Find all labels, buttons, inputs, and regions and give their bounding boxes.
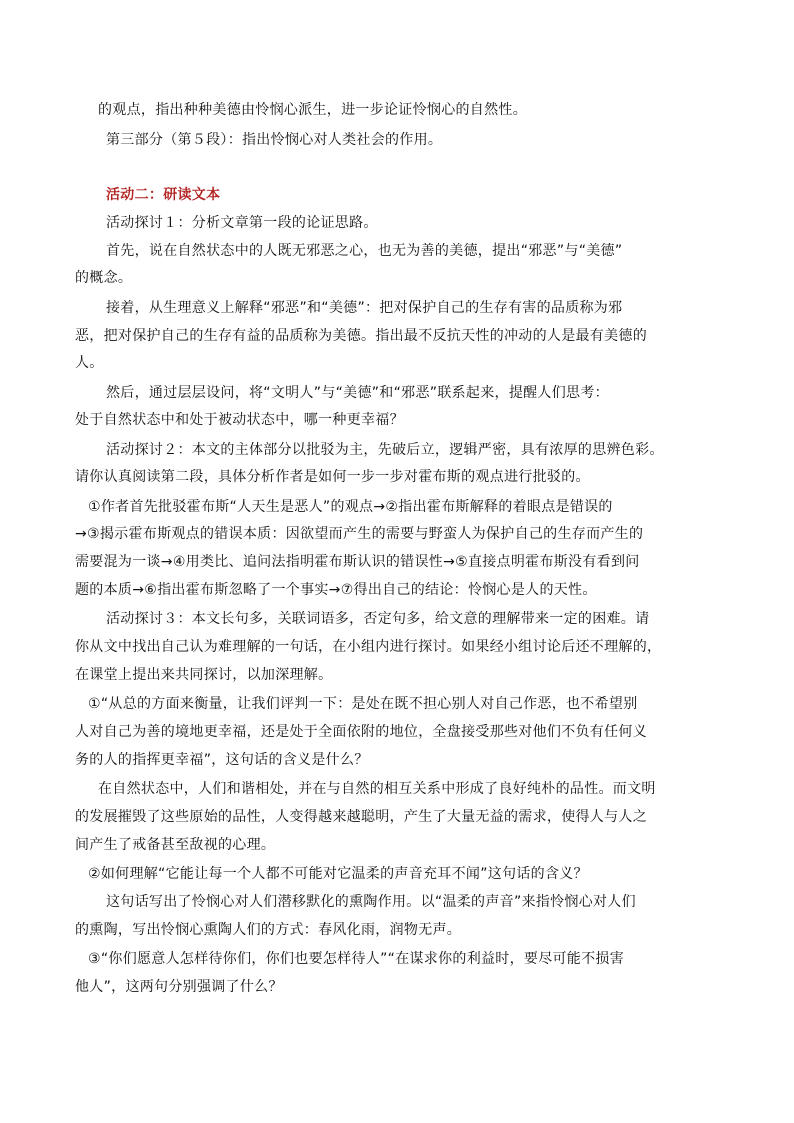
text-line: 这句话写出了怜悯心对人们潜移默化的熏陶作用。以“温柔的声音”来指怜悯心对人们	[106, 894, 636, 910]
text-line: 在自然状态中，人们和谐相处，并在与自然的相互关系中形成了良好纯朴的品性。而文明	[98, 781, 656, 797]
text-line: 你从文中找出自己认为难理解的一句话，在小组内进行探讨。如果经小组讨论后还不理解的，	[75, 639, 662, 655]
text-line: 首先，说在自然状态中的人既无邪恶之心，也无为善的美德，提出“邪恶”与“美德”	[106, 243, 623, 259]
text-line: 需要混为一谈→④用类比、追问法指明霍布斯认识的错误性→⑤直接点明霍布斯没有看到问	[75, 554, 640, 570]
text-line: 题的本质→⑥指出霍布斯忽略了一个事实→⑦得出自己的结论：怜悯心是人的天性。	[75, 582, 597, 598]
section-heading: 活动二：研读文本	[106, 187, 221, 203]
text-line: 他人”，这两句分别强调了什么？	[75, 979, 283, 995]
text-line: 人。	[75, 355, 104, 371]
text-line: 活动探讨２：本文的主体部分以批驳为主，先破后立，逻辑严密，具有浓厚的思辨色彩。	[106, 442, 664, 458]
text-line: 接着，从生理意义上解释“邪恶”和“美德”：把对保护自己的生存有害的品质称为邪	[106, 300, 623, 316]
text-line: 务的人的指挥更幸福”，这句话的含义是什么？	[75, 752, 369, 768]
text-line: 的熏陶，写出怜悯心熏陶人们的方式：春风化雨，润物无声。	[75, 922, 462, 938]
text-line: 处于自然状态中和处于被动状态中，哪一种更幸福？	[75, 412, 404, 428]
text-line: 然后，通过层层设问，将“文明人”与“美德”和“邪恶”联系起来，提醒人们思考：	[106, 385, 609, 401]
text-line: 的概念。	[75, 270, 133, 286]
text-line: ①“从总的方面来衡量，让我们评判一下：是处在既不担心别人对自己作恶，也不希望别	[88, 696, 638, 712]
text-line: 在课堂上提出来共同探讨，以加深理解。	[75, 667, 333, 683]
text-line: 的发展摧毁了这些原始的品性，人变得越来越聪明，产生了大量无益的需求，使得人与人之	[75, 809, 647, 825]
text-line: 恶，把对保护自己的生存有益的品质称为美德。指出最不反抗天性的冲动的人是最有美德的	[75, 328, 647, 344]
text-line: ①作者首先批驳霍布斯“人天生是恶人”的观点→②指出霍布斯解释的着眼点是错误的	[88, 499, 613, 515]
text-line: →③揭示霍布斯观点的错误本质：因欲望而产生的需要与野蛮人为保护自己的生存而产生的	[75, 526, 644, 542]
text-line: ②如何理解“它能让每一个人都不可能对它温柔的声音充耳不闻”这句话的含义？	[88, 866, 588, 882]
text-line: 活动探讨１：分析文章第一段的论证思路。	[106, 215, 378, 231]
text-line: 人对自己为善的境地更幸福，还是处于全面依附的地位，全盘接受那些对他们不负有任何义	[75, 724, 647, 740]
text-line: 第三部分（第５段）：指出怜悯心对人类社会的作用。	[106, 132, 443, 148]
text-line: 间产生了戒备甚至敌视的心理。	[75, 837, 276, 853]
text-line: 的观点，指出种种美德由怜悯心派生，进一步论证怜悯心的自然性。	[98, 102, 527, 118]
text-line: 活动探讨３：本文长句多，关联词语多，否定句多，给文意的理解带来一定的困难。请	[106, 611, 650, 627]
text-line: 请你认真阅读第二段，具体分析作者是如何一步一步对霍布斯的观点进行批驳的。	[75, 469, 590, 485]
text-line: ③“你们愿意人怎样待你们，你们也要怎样待人”“在谋求你的利益时，要尽可能不损害	[88, 951, 625, 967]
